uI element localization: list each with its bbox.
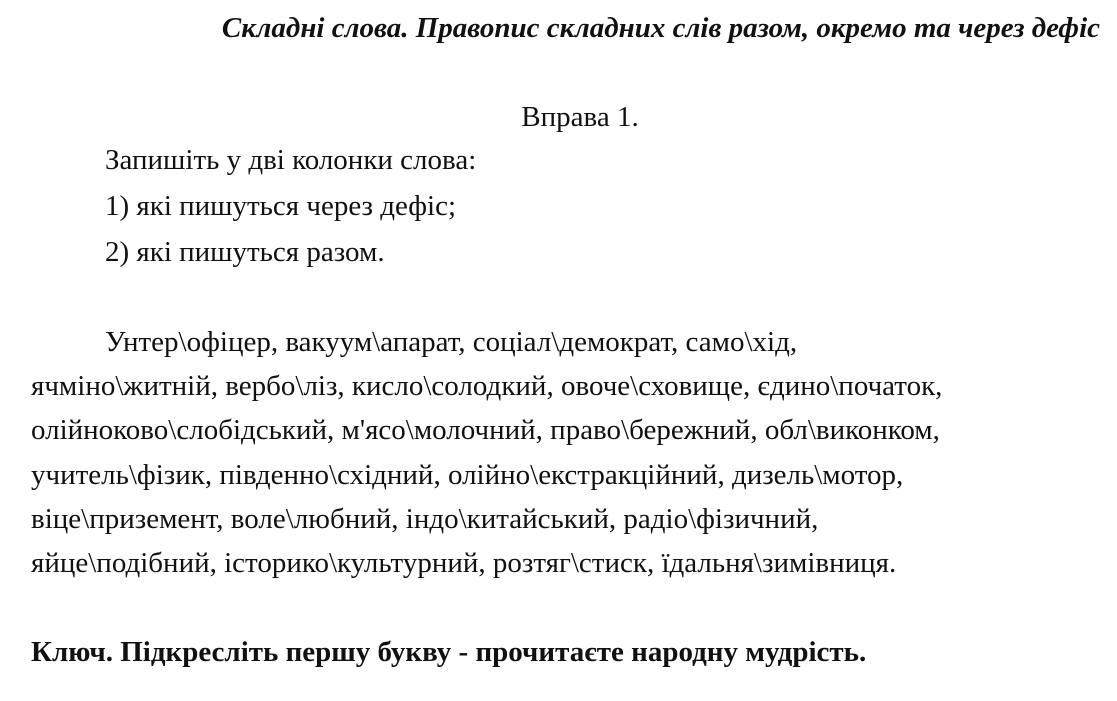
instruction-line: Запишіть у дві колонки слова: bbox=[105, 144, 477, 176]
word-line: олійноково\слобідський, м'ясо\молочний, право\бережний, обл\виконком, bbox=[31, 414, 940, 447]
document-title: Складні слова. Правопис складних слів разом, окремо та через дефіс bbox=[221, 12, 1100, 44]
word-line: яйце\подібний, історико\культурний, розтяг\стиск, їдальня\зимівниця. bbox=[31, 547, 897, 580]
word-line: Унтер\офіцер, вакуум\апарат, соціал\демократ, само\хід, bbox=[105, 326, 798, 358]
instruction-line: 2) які пишуться разом. bbox=[105, 236, 385, 268]
word-line: віце\приземент, воле\любний, індо\китайський, радіо\фізичний, bbox=[31, 502, 819, 535]
word-line: учитель\фізик, південно\східний, олійно\екстракційний, дизель\мотор, bbox=[31, 458, 904, 491]
word-list bbox=[31, 320, 1106, 585]
instruction-line: 1) які пишуться через дефіс; bbox=[105, 190, 457, 222]
exercise-heading: Вправа 1. bbox=[521, 101, 639, 133]
word-line: ячміно\житній, вербо\ліз, кисло\солодкий, овоче\сховище, єдино\початок, bbox=[31, 370, 943, 403]
key-instruction: Ключ. Підкресліть першу букву - прочитаєте народну мудрість. bbox=[31, 636, 867, 668]
